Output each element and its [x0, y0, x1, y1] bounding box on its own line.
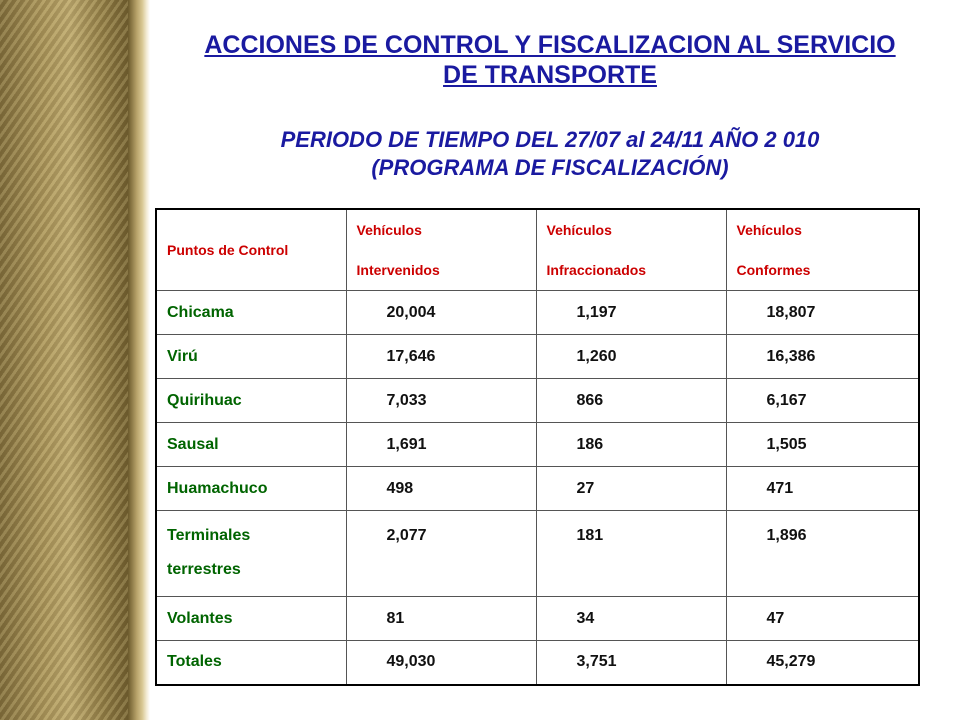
- row-conformes: 16,386: [726, 335, 919, 379]
- row-infraccionados: 866: [536, 379, 726, 423]
- table-header-row: [156, 209, 919, 291]
- header-conformes: Vehículos Conformes: [726, 209, 919, 291]
- row-name: Chicama: [156, 291, 346, 335]
- control-points-table: [155, 208, 920, 686]
- row-name: [156, 511, 346, 597]
- row-name-line-2: terrestres: [167, 561, 241, 578]
- row-conformes: 47: [726, 597, 919, 641]
- table-row: [156, 423, 919, 467]
- row-infraccionados: 1,260: [536, 335, 726, 379]
- row-intervenidos: 1,691: [346, 423, 536, 467]
- decorative-sidebar: [0, 0, 128, 720]
- row-infraccionados: 181: [536, 511, 726, 597]
- row-infraccionados: 3,751: [536, 641, 726, 685]
- row-name: Quirihuac: [156, 379, 346, 423]
- header-intervenidos: Vehículos Intervenidos: [346, 209, 536, 291]
- row-intervenidos: 2,077: [346, 511, 536, 597]
- row-conformes: 45,279: [726, 641, 919, 685]
- title-line-1: ACCIONES DE CONTROL Y FISCALIZACION AL SERVICIO: [204, 31, 896, 59]
- row-conformes: 1,896: [726, 511, 919, 597]
- page-title: [160, 30, 940, 90]
- table-row: [156, 597, 919, 641]
- row-conformes: 1,505: [726, 423, 919, 467]
- subtitle-line-1: PERIODO DE TIEMPO DEL 27/07 al 24/11 AÑO 2 010: [280, 127, 820, 152]
- title-line-2: DE TRANSPORTE: [443, 61, 657, 89]
- row-intervenidos: 20,004: [346, 291, 536, 335]
- table-row: [156, 291, 919, 335]
- decorative-sidebar-edge: [128, 0, 150, 720]
- subtitle-line-2: (PROGRAMA DE FISCALIZACIÓN): [371, 155, 729, 180]
- row-name: Volantes: [156, 597, 346, 641]
- page-subtitle: [160, 126, 940, 182]
- header-puntos-de-control: Puntos de Control: [156, 209, 346, 291]
- header-infraccionados: Vehículos Infraccionados: [536, 209, 726, 291]
- row-name: Sausal: [156, 423, 346, 467]
- row-intervenidos: 81: [346, 597, 536, 641]
- row-intervenidos: 49,030: [346, 641, 536, 685]
- row-infraccionados: 1,197: [536, 291, 726, 335]
- row-conformes: 18,807: [726, 291, 919, 335]
- row-intervenidos: 7,033: [346, 379, 536, 423]
- row-name: Huamachuco: [156, 467, 346, 511]
- row-intervenidos: 17,646: [346, 335, 536, 379]
- row-infraccionados: 27: [536, 467, 726, 511]
- table-row: [156, 467, 919, 511]
- row-conformes: 6,167: [726, 379, 919, 423]
- row-intervenidos: 498: [346, 467, 536, 511]
- row-infraccionados: 186: [536, 423, 726, 467]
- table-row: [156, 379, 919, 423]
- row-name: Virú: [156, 335, 346, 379]
- table-row-totals: [156, 641, 919, 685]
- row-name: Totales: [156, 641, 346, 685]
- row-infraccionados: 34: [536, 597, 726, 641]
- table-row: [156, 511, 919, 597]
- table-row: [156, 335, 919, 379]
- row-name-line-1: Terminales: [167, 527, 251, 544]
- row-conformes: 471: [726, 467, 919, 511]
